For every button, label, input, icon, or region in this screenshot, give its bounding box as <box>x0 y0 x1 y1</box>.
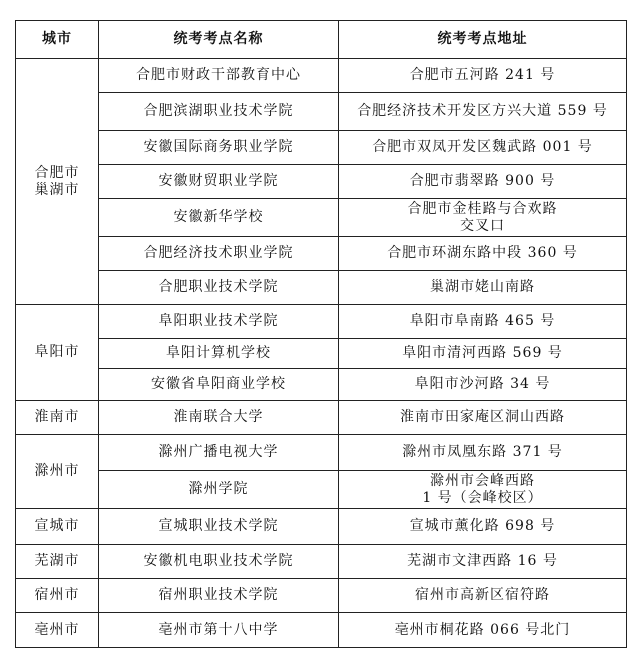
city-cell <box>16 435 99 509</box>
site-name: 安徽财贸职业学院 <box>99 165 339 199</box>
site-name: 安徽省阜阳商业学校 <box>99 369 339 401</box>
site-address <box>339 509 627 545</box>
header-site-address: 统考考点地址 <box>339 21 627 59</box>
header-city: 城市 <box>16 21 99 59</box>
site-address <box>339 401 627 435</box>
site-name: 淮南联合大学 <box>99 401 339 435</box>
city-cell <box>16 545 99 579</box>
site-address <box>339 579 627 613</box>
site-name: 滁州广播电视大学 <box>99 435 339 471</box>
exam-sites-table <box>15 20 627 648</box>
table-row <box>16 339 627 369</box>
address-line: 合肥市环湖东路中段 360 号 <box>387 245 578 261</box>
address-line: 阜阳市阜南路 465 号 <box>409 313 556 329</box>
table-row <box>16 401 627 435</box>
address-line: 淮南市田家庵区洞山西路 <box>400 409 565 425</box>
address-line: 阜阳市清河西路 569 号 <box>402 345 563 361</box>
city-name: 巢湖市 <box>34 181 80 198</box>
table-row <box>16 369 627 401</box>
table-row <box>16 199 627 237</box>
address-line: 巢湖市姥山南路 <box>430 279 535 295</box>
site-address <box>339 471 627 509</box>
site-address <box>339 93 627 131</box>
address-line: 合肥市五河路 241 号 <box>409 67 556 83</box>
city-name: 合肥市 <box>34 164 80 181</box>
site-name: 合肥职业技术学院 <box>99 271 339 305</box>
city-name: 宣城市 <box>34 518 80 534</box>
site-name: 安徽国际商务职业学院 <box>99 131 339 165</box>
site-name: 合肥滨湖职业技术学院 <box>99 93 339 131</box>
city-name: 亳州市 <box>34 621 80 638</box>
table-row <box>16 579 627 613</box>
table-body <box>16 59 627 648</box>
city-cell <box>16 509 99 545</box>
city-cell <box>16 401 99 435</box>
site-address <box>339 165 627 199</box>
site-address <box>339 305 627 339</box>
address-line: 滁州市凤凰东路 371 号 <box>402 444 563 460</box>
address-line: 合肥市金桂路与合欢路 <box>407 200 558 217</box>
site-name: 阜阳计算机学校 <box>99 339 339 369</box>
site-name: 安徽新华学校 <box>99 199 339 237</box>
address-line: 合肥市翡翠路 900 号 <box>409 173 556 189</box>
city-name: 淮南市 <box>34 409 80 425</box>
table-row <box>16 509 627 545</box>
site-name: 宣城职业技术学院 <box>99 509 339 545</box>
header-site-name: 统考考点名称 <box>99 21 339 59</box>
city-name: 宿州市 <box>34 587 80 603</box>
table-row <box>16 613 627 648</box>
city-name: 滁州市 <box>34 463 80 479</box>
city-name: 阜阳市 <box>34 344 80 360</box>
address-line: 合肥市双凤开发区魏武路 001 号 <box>372 139 593 155</box>
site-address <box>339 271 627 305</box>
address-line: 芜湖市文津西路 16 号 <box>407 553 558 569</box>
table-row <box>16 435 627 471</box>
site-address <box>339 237 627 271</box>
site-name: 滁州学院 <box>99 471 339 509</box>
site-name: 合肥市财政干部教育中心 <box>99 59 339 93</box>
site-address <box>339 545 627 579</box>
header-row <box>16 21 627 59</box>
city-cell <box>16 579 99 613</box>
site-name: 阜阳职业技术学院 <box>99 305 339 339</box>
table-row <box>16 471 627 509</box>
address-line: 宣城市薰化路 698 号 <box>409 518 556 534</box>
address-line: 亳州市桐花路 066 号北门 <box>394 621 571 638</box>
address-line: 滁州市会峰西路 <box>430 472 535 489</box>
table-row <box>16 545 627 579</box>
address-line: 合肥经济技术开发区方兴大道 559 号 <box>357 103 608 119</box>
site-name: 亳州市第十八中学 <box>99 613 339 648</box>
site-address <box>339 131 627 165</box>
city-cell <box>16 613 99 648</box>
table-row <box>16 59 627 93</box>
site-address <box>339 199 627 237</box>
table-row <box>16 237 627 271</box>
address-line: 阜阳市沙河路 34 号 <box>414 376 551 392</box>
site-address <box>339 339 627 369</box>
site-name: 宿州职业技术学院 <box>99 579 339 613</box>
address-line: 宿州市高新区宿符路 <box>415 587 550 603</box>
site-address <box>339 369 627 401</box>
table-row <box>16 165 627 199</box>
site-name: 安徽机电职业技术学院 <box>99 545 339 579</box>
table-row <box>16 305 627 339</box>
site-address <box>339 435 627 471</box>
table-row <box>16 271 627 305</box>
city-cell <box>16 305 99 401</box>
city-cell <box>16 59 99 305</box>
city-name: 芜湖市 <box>34 553 80 569</box>
address-line: 1 号（会峰校区） <box>422 489 543 506</box>
site-address <box>339 613 627 648</box>
site-address <box>339 59 627 93</box>
address-line: 交叉口 <box>460 217 505 234</box>
table-row <box>16 93 627 131</box>
table-row <box>16 131 627 165</box>
site-name: 合肥经济技术职业学院 <box>99 237 339 271</box>
